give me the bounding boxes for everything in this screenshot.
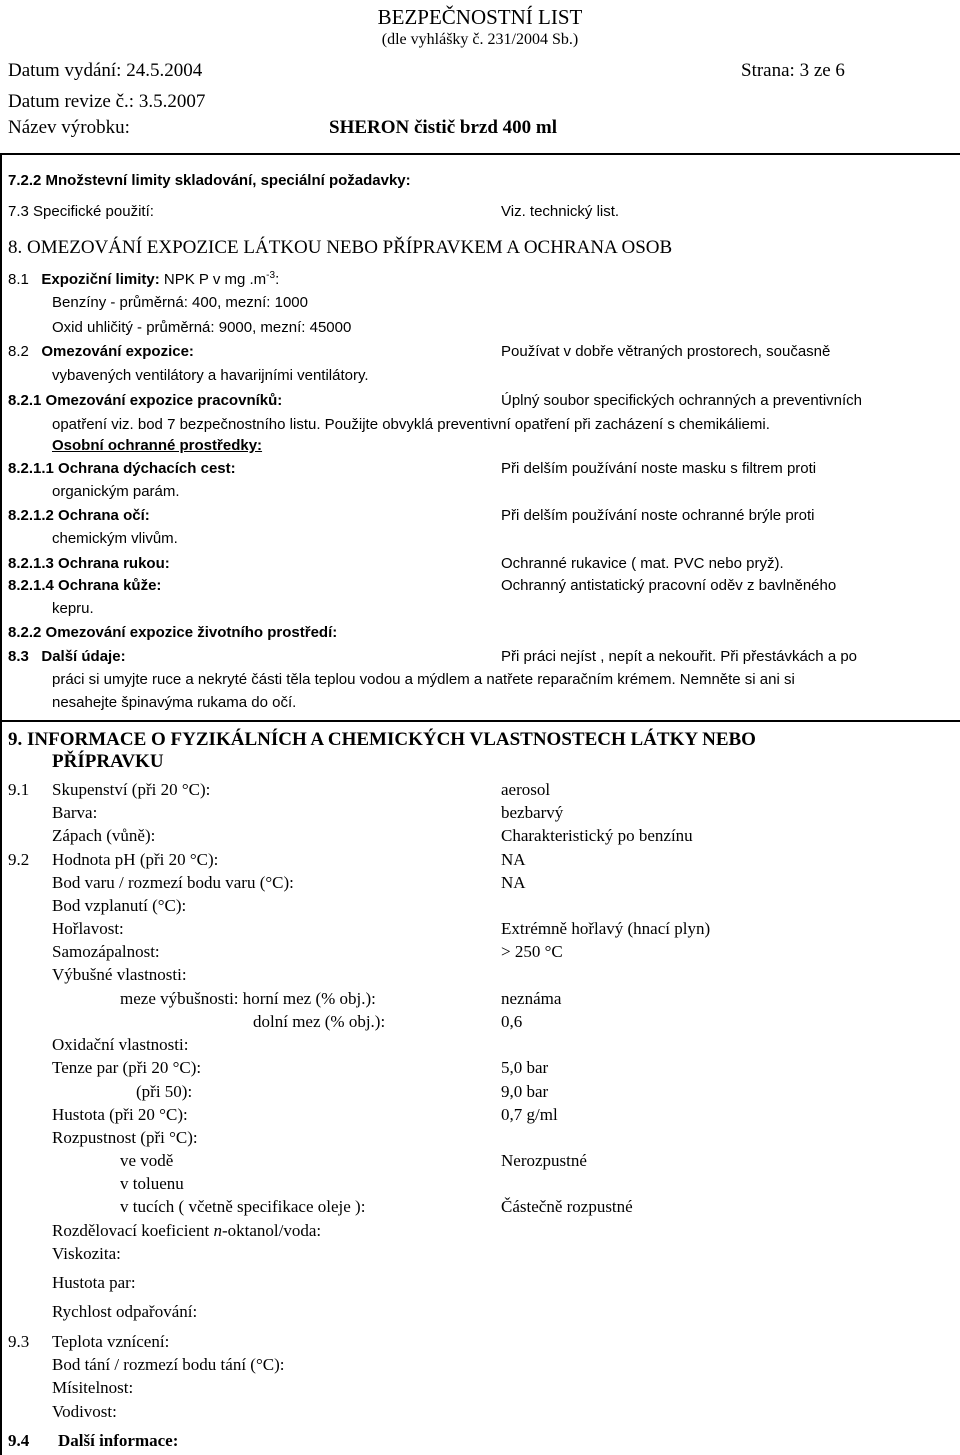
prop-hustota-par: Hustota par: [52,1273,136,1292]
val-meze-horni: neznáma [501,989,562,1008]
val-samozapalnost: > 250 °C [501,942,563,961]
revision-value: 3.5.2007 [138,91,206,112]
prop-rozpustnost: Rozpustnost (při °C): [52,1128,198,1147]
prop-oxidacni: Oxidační vlastnosti: [52,1035,189,1054]
section-8-3-cont1: práci si umyjte ruce a nekryté části těla teplou vodou a mýdlem a natřete reparačním krémem. Nemněte si ani si [52,671,795,688]
section-8-2-1-2-value: Při delším používání noste ochranné brýle proti [501,507,815,524]
val-v-tucich: Částečně rozpustné [501,1197,633,1216]
section-8-2-1-1-cont: organickým parám. [52,483,180,500]
section-8-1-sup: -3 [266,270,276,281]
section-8-3-cont2: nesahejte špinavýma rukama do očí. [52,694,297,711]
prop-barva: Barva: [52,803,98,822]
section-8-2-1-1-value: Při delším používání noste masku s filtrem proti [501,460,817,477]
val-hustota: 0,7 g/ml [501,1105,558,1124]
revision-label: Datum revize č.: [8,91,139,112]
prop-bod-vzplanuti: Bod vzplanutí (°C): [52,896,187,915]
section-8-3-label: Další údaje: [41,648,126,665]
prop-vodivost: Vodivost: [52,1402,117,1421]
section-8-2-num: 8.2 [8,343,29,360]
section-8-2 [8,344,194,361]
section-7-3-label [8,204,154,221]
section-8-2-1-2-cont: chemickým vlivům. [52,530,178,547]
left-border [0,153,2,1455]
section-8-3-value: Při práci nejíst , nepít a nekouřit. Při přestávkách a po [501,648,858,665]
prop-v-tucich: v tucích ( včetně specifikace oleje ): [120,1197,366,1216]
prop-viskozita: Viskozita: [52,1244,121,1263]
prop-ph: Hodnota pH (při 20 °C): [52,850,219,869]
document-title: BEZPEČNOSTNÍ LIST [377,5,583,29]
prop-rychlost-odparovani: Rychlost odpařování: [52,1302,198,1321]
val-horlavost: Extrémně hořlavý (hnací plyn) [501,919,711,938]
section-8-2-2: 8.2.2 Omezování expozice životního prostředí: [8,624,338,641]
ppe-heading: Osobní ochranné prostředky: [52,437,263,454]
val-tenze: 5,0 bar [501,1058,549,1077]
val-bod-varu: NA [501,873,526,892]
num-9-2: 9.2 [8,850,30,869]
section-8-2-1-4-label: 8.2.1.4 Ochrana kůže: [8,577,162,594]
val-barva: bezbarvý [501,803,564,822]
section-8-1-value: NPK P v mg .m [159,271,267,288]
page-number: Strana: 3 ze 6 [741,60,845,81]
num-9-3: 9.3 [8,1332,30,1351]
prop-hustota: Hustota (při 20 °C): [52,1105,188,1124]
val-zapach: Charakteristický po benzínu [501,826,693,845]
val-meze-dolni: 0,6 [501,1012,523,1031]
prop-meze-dolni: dolní mez (% obj.): [253,1012,386,1031]
section-7-3-value: Viz. technický list. [501,203,620,220]
product-label: Název výrobku: [8,117,130,138]
section-8-3 [8,649,126,666]
prop-bod-varu: Bod varu / rozmezí bodu varu (°C): [52,873,294,892]
section-8-1-num: 8.1 [8,271,29,288]
section-8-2-1-4-cont: kepru. [52,600,94,617]
rozdelovaci-b: -oktanol/voda: [221,1221,322,1240]
issue-date: Datum vydání: 24.5.2004 [8,60,203,81]
prop-misitelnost: Mísitelnost: [52,1378,134,1397]
prop-tenze-50: (při 50): [136,1082,193,1101]
prop-v-toluenu: v toluenu [120,1174,184,1193]
section-7-3-text: 7.3 Specifické použití: [8,203,154,220]
section-8-2-1-3-label: 8.2.1.3 Ochrana rukou: [8,555,170,572]
num-9-4: 9.4 [8,1431,30,1450]
revision-date [8,92,205,113]
val-ve-vode: Nerozpustné [501,1151,587,1170]
section-8-1 [8,270,279,289]
val-skupenstvi: aerosol [501,780,551,799]
section-7-2-2: 7.2.2 Množstevní limity skladování, speciální požadavky: [8,172,411,189]
prop-samozapalnost: Samozápalnost: [52,942,160,961]
val-tenze-50: 9,0 bar [501,1082,549,1101]
prop-vybusne: Výbušné vlastnosti: [52,965,187,984]
section-8-1-label: Expoziční limity: [41,271,160,288]
prop-teplota-vzniceni: Teplota vznícení: [52,1332,170,1351]
prop-horlavost: Hořlavost: [52,919,124,938]
section-8-2-1-2-label: 8.2.1.2 Ochrana očí: [8,507,150,524]
section-8-3-num: 8.3 [8,648,29,665]
section-8-2-label: Omezování expozice: [41,343,194,360]
section-8-2-1-cont: opatření viz. bod 7 bezpečnostního listu. Použijte obvyklá preventivní opatření při zacházení s chemikáliemi. [52,416,770,433]
prop-zapach: Zápach (vůně): [52,826,156,845]
section-8-2-1-label: 8.2.1 Omezování expozice pracovníků: [8,392,283,409]
section-8-2-1-1-label: 8.2.1.1 Ochrana dýchacích cest: [8,460,236,477]
prop-meze-horni: meze výbušnosti: horní mez (% obj.): [120,989,376,1008]
prop-bod-tani: Bod tání / rozmezí bodu tání (°C): [52,1355,285,1374]
section-8-2-1-4-value: Ochranný antistatický pracovní oděv z bavlněného [501,577,837,594]
num-9-1: 9.1 [8,780,30,799]
section-8-1-benzine: Benzíny - průměrná: 400, mezní: 1000 [52,294,308,311]
prop-rozdelovaci-koeficient [52,1222,321,1241]
prop-skupenstvi: Skupenství (při 20 °C): [52,780,211,799]
section-8-2-1-value: Úplný soubor specifických ochranných a preventivních [501,392,863,409]
prop-tenze: Tenze par (při 20 °C): [52,1058,202,1077]
section-9-heading: 9. INFORMACE O FYZIKÁLNÍCH A CHEMICKÝCH VLASTNOSTECH LÁTKY NEBO [8,729,756,750]
section-8-2-cont: vybavených ventilátory a havarijními ventilátory. [52,367,369,384]
section-8-heading: 8. OMEZOVÁNÍ EXPOZICE LÁTKOU NEBO PŘÍPRAVKEM A OCHRANA OSOB [8,237,673,258]
prop-dalsi-informace: Další informace: [58,1431,179,1450]
section-8-1-co2: Oxid uhličitý - průměrná: 9000, mezní: 45000 [52,319,352,336]
section-8-2-value: Používat v dobře větraných prostorech, současně [501,343,831,360]
prop-ve-vode: ve vodě [120,1151,174,1170]
section-8-2-1-3-value: Ochranné rukavice ( mat. PVC nebo pryž). [501,555,784,572]
rozdelovaci-a: Rozdělovací koeficient [52,1221,214,1240]
section-8-1-tail: : [275,271,280,288]
val-ph: NA [501,850,526,869]
section-9-heading-cont: PŘÍPRAVKU [52,751,164,772]
rozdelovaci-n: n [213,1221,222,1240]
header-divider [0,153,960,155]
document-subtitle: (dle vyhlášky č. 231/2004 Sb.) [381,31,579,48]
section-divider [0,720,960,722]
product-name: SHERON čistič brzd 400 ml [329,117,557,138]
